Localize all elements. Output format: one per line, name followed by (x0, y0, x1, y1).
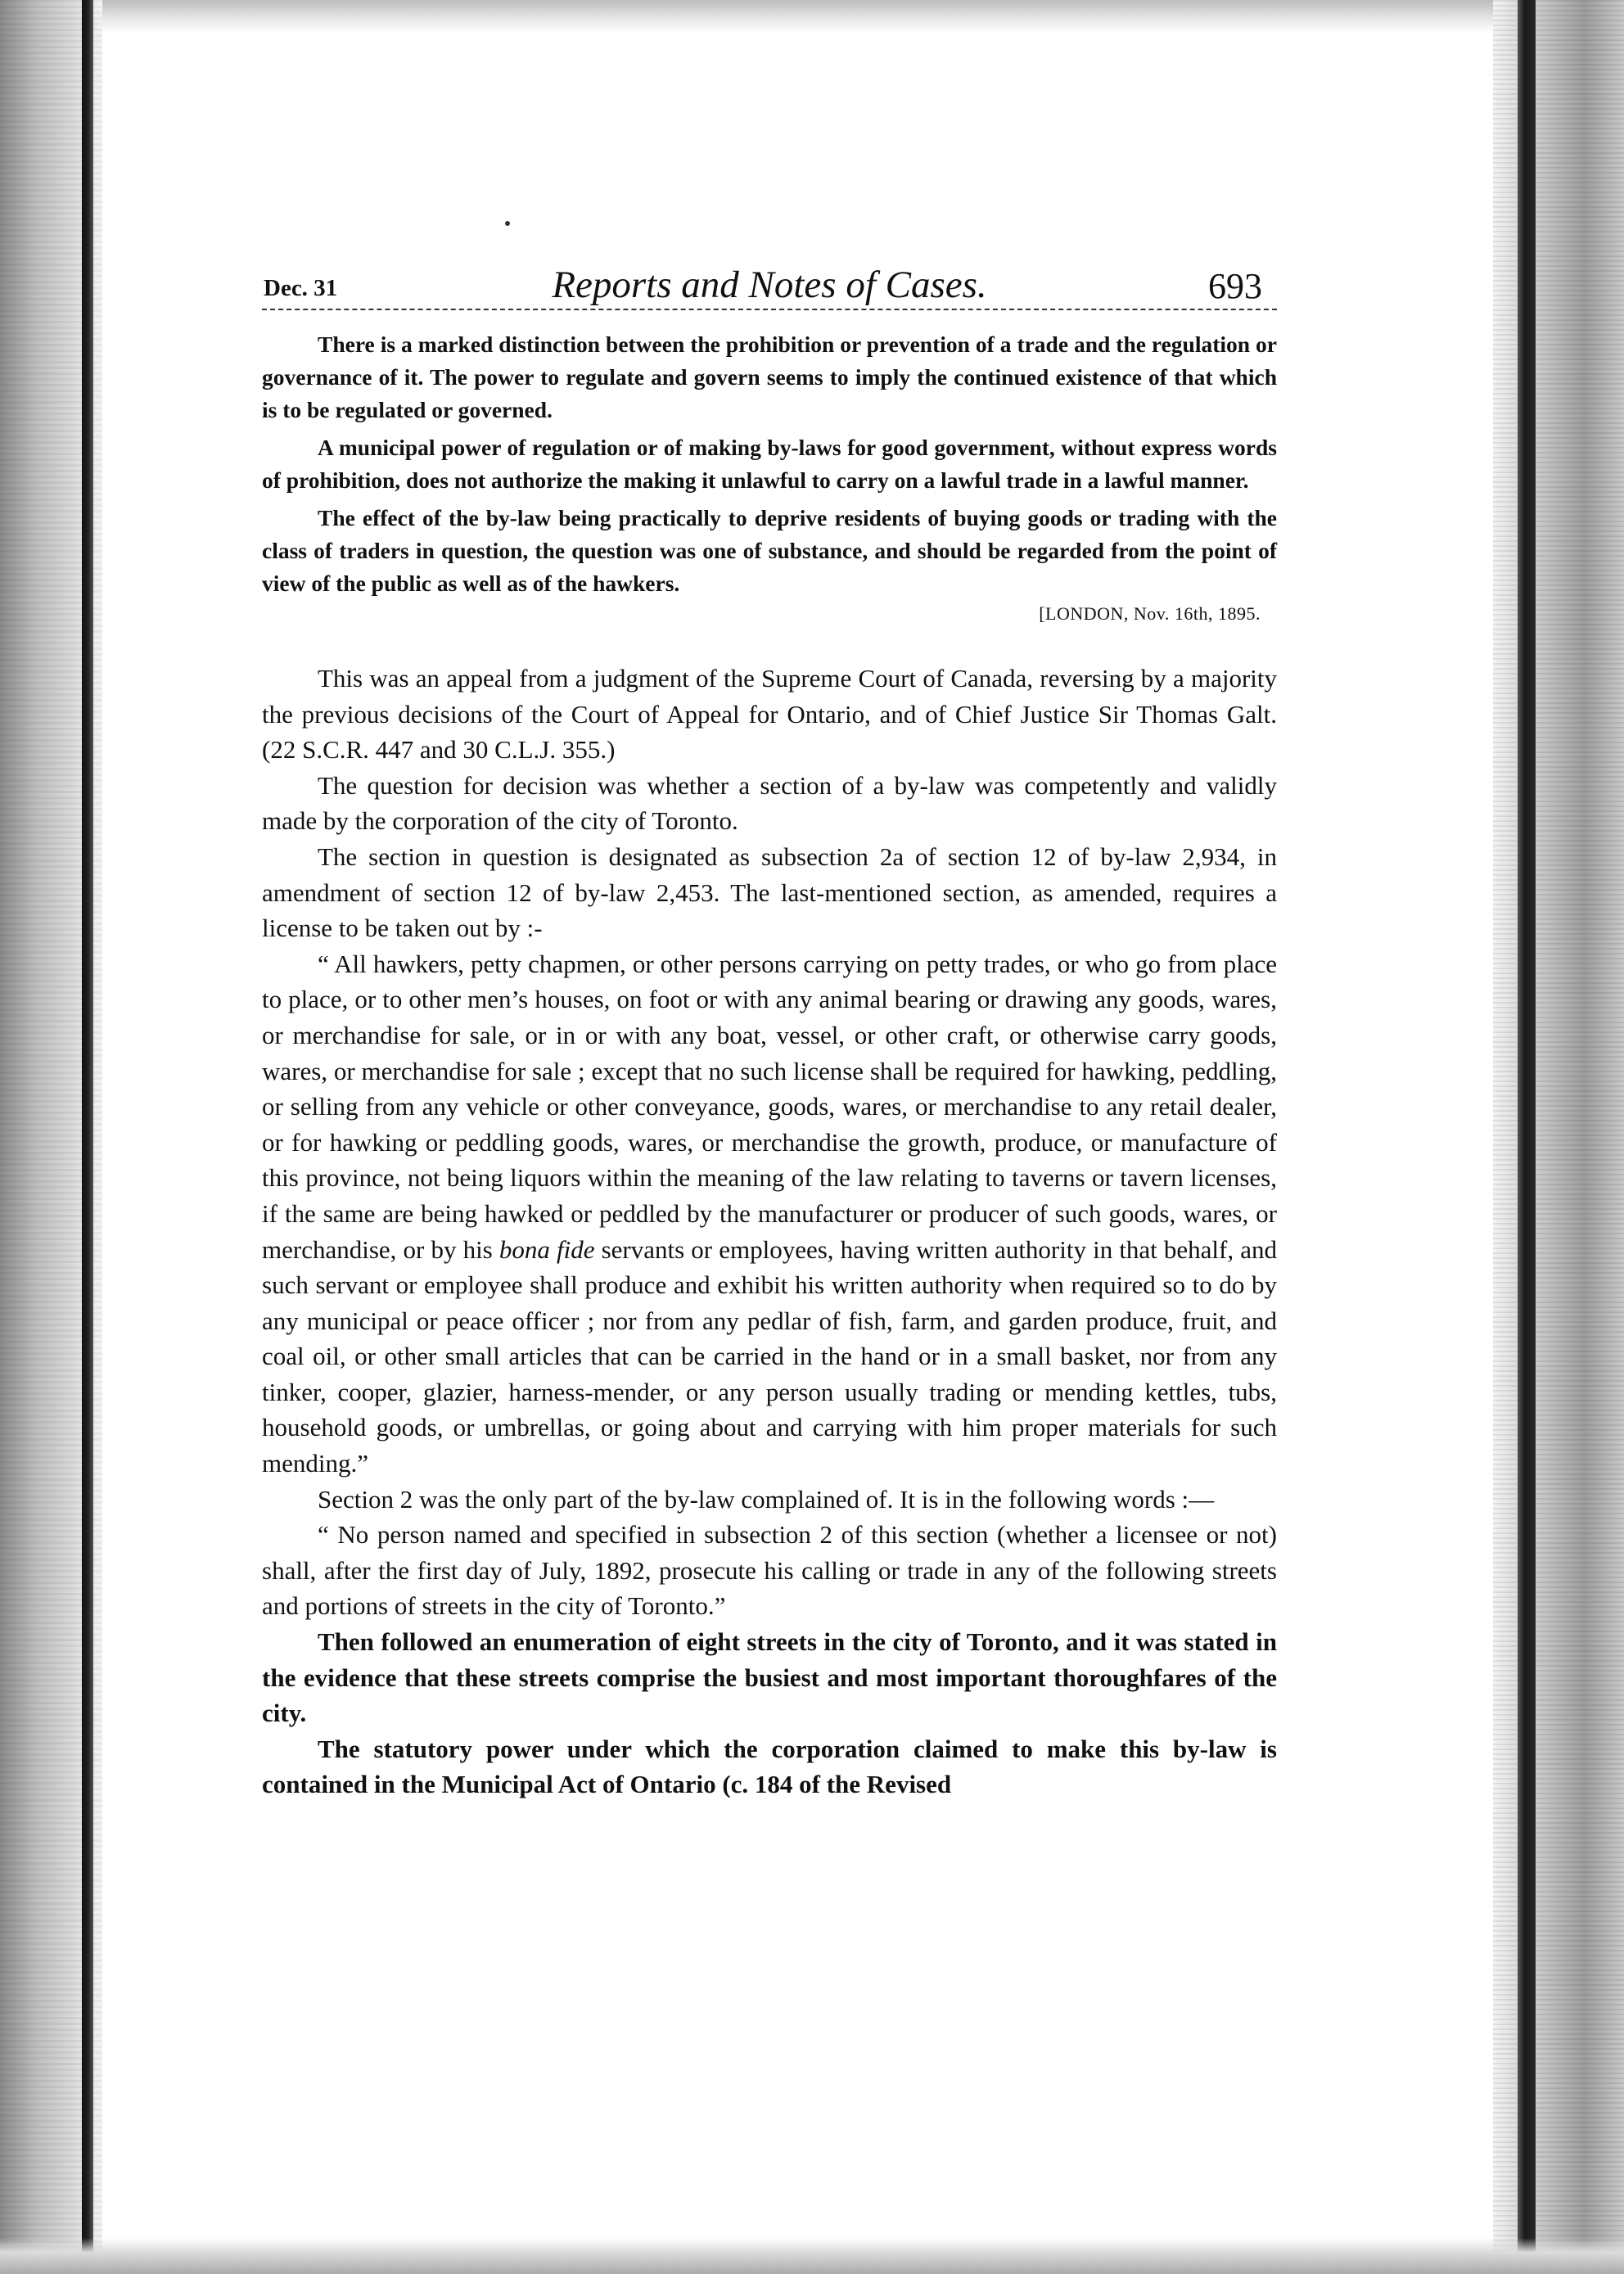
quotation-text: servants or employees, having written authority in that behalf, and such servant or employee shall produce and exhibit his written authority when required so to do by any municipal or peace officer ; nor from any pedlar of fish, farm, and garden produce, fruit, and coal oil, or other small articles that can be carried in the hand or in a small basket, nor from any tinker, cooper, glazier, harness-mender, or any person usually trading or mending kettles, tubs, household goods, or umbrellas, or going about and carrying with him proper materials for such mending.” (262, 1234, 1277, 1478)
body-paragraph: The section in question is designated as subsection 2a of section 12 of by-law 2,934, in amendment of section 12 of by-law 2,453. The last-mentioned section, as amended, requires a license to be taken out by :- (262, 841, 1277, 943)
headnote-paragraph: A municipal power of regulation or of making by-laws for good government, without express words of prohibition, does not authorize the making it unlawful to carry on a lawful trade in a lawful manner. (262, 435, 1277, 493)
header-title: Reports and Notes of Cases. (552, 264, 987, 306)
body-paragraph: The question for decision was whether a section of a by-law was competently and validly made by the corporation of the city of Toronto. (262, 770, 1277, 836)
book-page (262, 258, 1277, 1803)
scan-edge-top (0, 0, 1624, 33)
header-date: Dec. 31 (264, 275, 338, 301)
body-paragraph: Section 2 was the only part of the by-law complained of. It is in the following words :— (318, 1484, 1215, 1514)
scan-speck (505, 221, 510, 226)
case-report-body (262, 661, 1277, 1803)
scan-edge-right (1493, 0, 1624, 2274)
headnote-paragraph: The effect of the by-law being practically to deprive residents of buying goods or trading with the class of traders in question, the question was one of substance, and should be regarded from the point of view of the public as well as of the hawkers. (262, 505, 1277, 596)
binding-shadow-left (82, 0, 93, 2274)
page-number: 693 (1208, 266, 1262, 306)
case-citation: [LONDON, Nov. 16th, 1895. (1039, 603, 1261, 624)
body-paragraph: This was an appeal from a judgment of the Supreme Court of Canada, reversing by a majority the previous decisions of the Court of Appeal for Ontario, and of Chief Justice Sir Thomas Galt. (22 S.C.R. 447 and 30 C.L.J. 355.) (262, 664, 1277, 765)
section-quotation: “ No person named and specified in subsection 2 of this section (whether a licensee or not) shall, after the first day of July, 1892, prosecute his calling or trade in any of the following streets and portions of streets in the city of Toronto.” (262, 1520, 1277, 1621)
binding-shadow-right (1518, 0, 1536, 2274)
quotation-italic: bona fide (498, 1234, 595, 1264)
running-head (262, 258, 1277, 310)
headnote-paragraph: There is a marked distinction between the prohibition or prevention of a trade and the regulation or governance of it. The power to regulate and govern seems to imply the continued existence of that which is to be regulated or governed. (262, 332, 1277, 422)
scan-edge-bottom (0, 2238, 1624, 2274)
bylaw-quotation (262, 946, 1277, 1482)
body-paragraph: The statutory power under which the corporation claimed to make this by-law is contained in the Municipal Act of Ontario (c. 184 of the Revised (262, 1734, 1277, 1799)
body-paragraph: Then followed an enumeration of eight streets in the city of Toronto, and it was stated in the evidence that these streets comprise the busiest and most important thoroughfares of the city. (262, 1627, 1277, 1728)
quotation-text: “ All hawkers, petty chapmen, or other persons carrying on petty trades, or who go from place to place, or to other men’s houses, on foot or with any animal bearing or drawing any goods, wares, or merchandise for sale, or in or with any boat, vessel, or other craft, or otherwise carry goods, wares, or merchandise for sale ; except that no such license shall be required for hawking, peddling, or selling from any vehicle or other conveyance, goods, wares, or merchandise to any retail dealer, or for hawking or peddling goods, wares, or merchandise the growth, produce, or manufacture of this province, not being liquors within the meaning of the law relating to taverns or tavern licenses, if the same are being hawked or peddled by the manufacturer or producer of such goods, wares, or merchandise, or by his (262, 949, 1277, 1264)
headnote (262, 328, 1277, 628)
